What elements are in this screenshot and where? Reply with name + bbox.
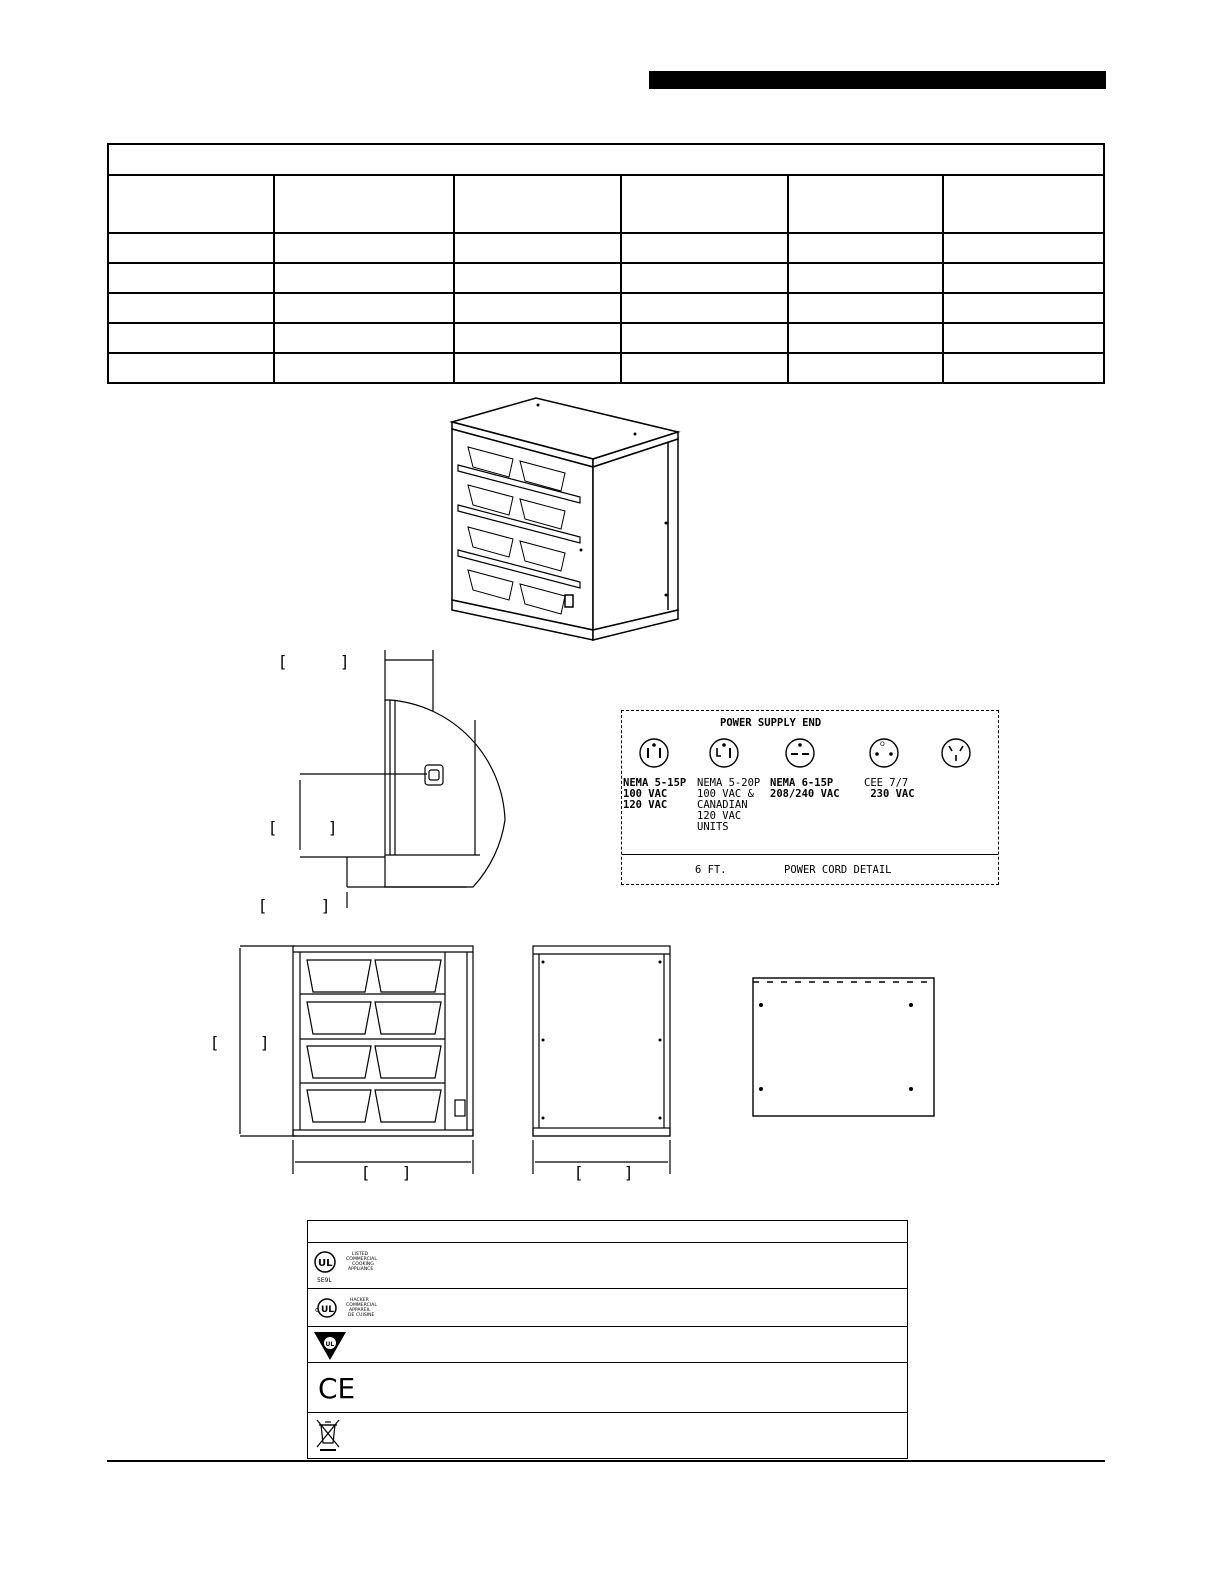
svg-text:CE: CE	[318, 1372, 356, 1405]
spec-table-header-cell	[788, 175, 943, 233]
svg-text:COOKING: COOKING	[352, 1262, 374, 1267]
spec-table	[107, 143, 1105, 384]
dimension-bracket-open: [	[280, 652, 287, 671]
power-cord-detail-box	[621, 710, 999, 885]
svg-text:UL: UL	[325, 1341, 335, 1348]
nema-5-20p-plug-icon	[708, 737, 740, 769]
certification-row	[308, 1289, 908, 1327]
dimension-bracket-close: ]	[403, 1163, 410, 1182]
certification-row	[308, 1413, 908, 1459]
weee-bin-icon	[316, 1417, 340, 1453]
dimension-bracket-open: [	[270, 818, 277, 837]
side-detail-drawing	[255, 630, 525, 920]
svg-text:5E9L: 5E9L	[317, 1277, 332, 1284]
certification-row	[308, 1243, 908, 1289]
nema-5-15p-plug-icon	[638, 737, 670, 769]
svg-text:c: c	[315, 1306, 319, 1314]
dimension-bracket-close: ]	[625, 1163, 632, 1182]
dimension-bracket-open: [	[363, 1163, 370, 1182]
dimension-bracket-close: ]	[322, 896, 329, 915]
spec-table-header-cell	[621, 175, 788, 233]
power-supply-end-title: POWER SUPPLY END	[720, 717, 822, 729]
svg-text:APPAREIL: APPAREIL	[349, 1308, 371, 1313]
table-row	[108, 293, 1104, 323]
spec-table-title-cell	[108, 144, 1104, 175]
cee-7-7-plug-icon	[868, 737, 900, 769]
table-row	[108, 353, 1104, 383]
plug-label-nema-5-15p: NEMA 5-15P 100 VAC 120 VAC	[623, 777, 687, 811]
spec-table-header-cell	[274, 175, 454, 233]
plug-label-nema-5-20p: NEMA 5-20P 100 VAC & CANADIAN 120 VAC UNITS	[697, 777, 761, 833]
power-cord-divider	[622, 854, 998, 855]
certifications-header-cell	[308, 1221, 908, 1243]
certification-row	[308, 1363, 908, 1413]
svg-text:APPLIANCE: APPLIANCE	[348, 1267, 374, 1272]
top-view-drawing	[750, 972, 940, 1122]
power-cord-detail-label: POWER CORD DETAIL	[784, 864, 892, 876]
plug-label-cee-7-7: CEE 7/7 230 VAC	[864, 777, 915, 800]
plug-label-nema-6-15p: NEMA 6-15P 208/240 VAC	[770, 777, 840, 800]
spec-table-header-cell	[454, 175, 621, 233]
dimension-bracket-open: [	[576, 1163, 583, 1182]
cord-length: 6 FT.	[695, 864, 727, 876]
certifications-table	[307, 1220, 908, 1459]
ul-sanitation-icon	[312, 1330, 348, 1362]
table-row	[108, 263, 1104, 293]
ce-mark-icon	[318, 1373, 358, 1403]
footer-rule	[107, 1460, 1105, 1462]
svg-text:COMMERCIAL: COMMERCIAL	[346, 1303, 377, 1308]
svg-text:UL: UL	[321, 1305, 335, 1315]
certification-row	[308, 1327, 908, 1363]
isometric-cabinet-drawing	[440, 395, 690, 650]
nema-6-15p-plug-icon	[784, 737, 816, 769]
dimension-bracket-close: ]	[329, 818, 336, 837]
table-row	[108, 323, 1104, 353]
spec-table-header-cell	[943, 175, 1104, 233]
dimension-bracket-close: ]	[261, 1033, 268, 1052]
svg-text:LISTED: LISTED	[352, 1252, 369, 1257]
header-bar	[649, 71, 1106, 89]
svg-text:DE CUISINE: DE CUISINE	[348, 1313, 375, 1318]
dimension-bracket-open: [	[260, 896, 267, 915]
table-row	[108, 233, 1104, 263]
dimension-bracket-open: [	[212, 1033, 219, 1052]
svg-text:HACKER: HACKER	[350, 1298, 369, 1303]
side-elevation-drawing	[525, 940, 675, 1180]
svg-text:COMMERCIAL: COMMERCIAL	[346, 1257, 377, 1262]
svg-text:UL: UL	[318, 1258, 333, 1269]
australian-plug-icon	[940, 737, 972, 769]
cul-listed-icon	[312, 1295, 392, 1325]
spec-table-header-cell	[108, 175, 274, 233]
dimension-bracket-close: ]	[341, 652, 348, 671]
svg-text:O: O	[880, 741, 885, 748]
ul-listed-icon	[312, 1249, 392, 1285]
front-elevation-drawing	[225, 940, 485, 1180]
